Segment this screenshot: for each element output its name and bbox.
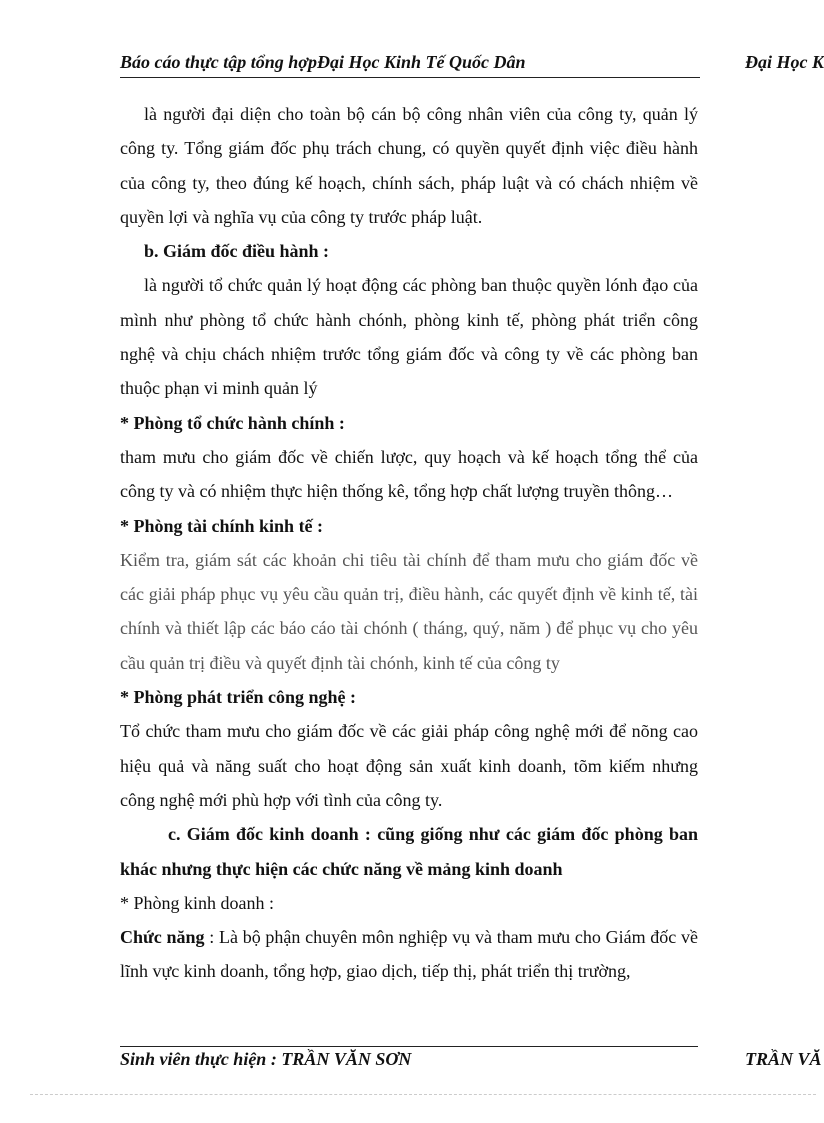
heading-executive-director: b. Giám đốc điều hành : (144, 241, 330, 262)
heading-finance-department: * Phòng tài chính kinh tế : (120, 515, 324, 536)
page-footer-right: TRẦN VĂ (745, 1049, 822, 1069)
page-boundary (30, 1094, 816, 1095)
heading-admin-department: * Phòng tổ chức hành chính : (120, 412, 345, 433)
paragraph-executive-director: là người tổ chức quản lý hoạt động các phòng ban thuộc quyền lónh đạo của mình như phòng tổ chức hành chónh, phòng kinh tế, phòng phát triển công nghệ và chịu chách nhiệm trước tổng giám đốc và công ty về các phòng ban thuộc phạn vi minh quản lý (120, 275, 698, 399)
page-footer: Sinh viên thực hiện : TRẦN VĂN SƠN (120, 1049, 412, 1069)
heading-sales-department: * Phòng kinh doanh : (120, 892, 275, 913)
page-header: Báo cáo thực tập tổng hợpĐại Học Kinh Tế Quốc Dân (120, 52, 700, 78)
paragraph-technology-department: Tổ chức tham mưu cho giám đốc về các giải pháp công nghệ mới để nõng cao hiệu quả và năng suất cho hoạt động sản xuất kinh doanh, tõm kiếm nhưng công nghệ mới phù hợp với tình của công ty. (120, 721, 698, 810)
paragraph-finance-department: Kiểm tra, giám sát các khoản chi tiêu tài chính để tham mưu cho giám đốc về các giải pháp phục vụ yêu cầu quản trị, điều hành, các quyết định về kinh tế, tài chính và thiết lập các báo cáo tài chónh ( tháng, quý, năm ) để phục vụ cho yêu cầu quản trị điều và quyết định tài chónh, kinh tế của công ty (120, 549, 698, 673)
function-label: Chức năng (120, 927, 205, 948)
function-text: : Là bộ phận chuyên môn nghiệp vụ và tham mưu cho Giám đốc về lĩnh vực kinh doanh, tổng hợp, giao dịch, tiếp thị, phát triển thị trường, (120, 927, 698, 982)
document-body (120, 97, 698, 989)
paragraph-general-director: là người đại diện cho toàn bộ cán bộ công nhân viên của công ty, quản lý công ty. Tổng giám đốc phụ trách chung, có quyền quyết định việc điều hành của công ty, theo đúng kế hoạch, chính sách, pháp luật và có chách nhiệm về quyền lợi và nghĩa vụ của công ty trước pháp luật. (120, 104, 698, 227)
heading-technology-department: * Phòng phát triển công nghệ : (120, 687, 357, 708)
page-header-right: Đại Học K (745, 52, 824, 72)
paragraph-admin-department: tham mưu cho giám đốc về chiến lược, quy hoạch và kế hoạch tổng thể của công ty và có nhiệm thực hiện thống kê, tổng hợp chất lượng truyền thông… (120, 446, 698, 502)
heading-business-director: c. Giám đốc kinh doanh : cũng giống như các giám đốc phòng ban khác nhưng thực hiện các chức năng về mảng kinh doanh (120, 824, 698, 879)
paragraph-sales-function (120, 920, 698, 989)
footer-divider (120, 1046, 698, 1047)
